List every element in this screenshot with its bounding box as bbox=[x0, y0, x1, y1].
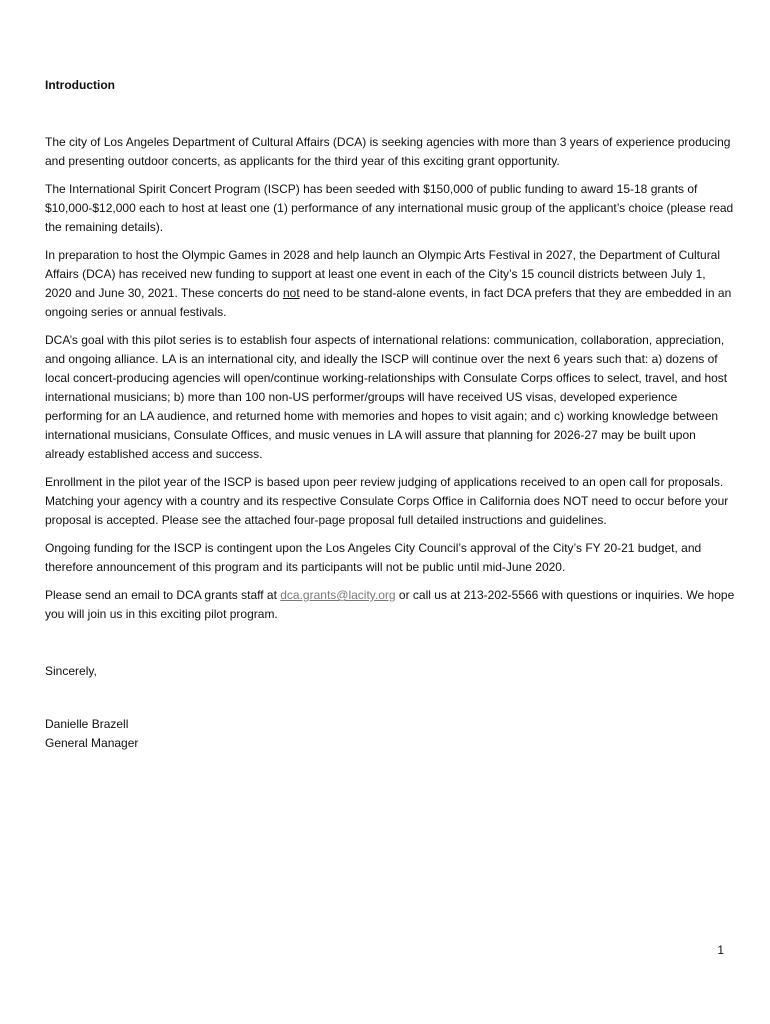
paragraph-goals: DCA’s goal with this pilot series is to establish four aspects of international relations: communication, collaboration, appreciation, and ongoing alliance. LA is an international city, and ideally the ISCP will continue over the next 6 years such that: a) dozens of local concert-producing agencies will open/continue working-relationships with Consulate Corps offices to select, travel, and host international musicians; b) more than 100 non-US performer/groups will have received US visas, developed experience performing for an LA audience, and returned home with memories and hopes to visit again; and c) working knowledge between international musicians, Consulate Offices, and music venues in LA will assure that planning for 2026-27 may be built upon already established access and success. bbox=[45, 333, 728, 461]
paragraph-contact-text-start: Please send an email to DCA grants staff at bbox=[45, 588, 281, 602]
paragraph-funding: The International Spirit Concert Program (ISCP) has been seeded with $150,000 of public funding to award 15-18 grants of $10,000-$12,000 each to host at least one (1) performance of any international music group of the applicant’s choice (please read the remaining details). bbox=[45, 182, 734, 234]
page-heading: Introduction bbox=[45, 78, 115, 92]
signature-block bbox=[45, 715, 735, 753]
paragraph-intro: The city of Los Angeles Department of Cultural Affairs (DCA) is seeking agencies with more than 3 years of experience producing and presenting outdoor concerts, as applicants for the third year of this exciting grant opportunity. bbox=[45, 135, 731, 168]
closing-salutation: Sincerely, bbox=[45, 664, 97, 678]
paragraph-contact-text-end: or call us at 213-202-5566 with questions or inquiries. We hope you will join us in this exciting pilot program. bbox=[45, 588, 735, 621]
paragraph-olympics-text-start: In preparation to host the Olympic Games in 2028 and help launch an Olympic Arts Festival in 2027, the Department of Cultural Affairs (DCA) has received new funding to support at least one event in each of the City’s 15 council districts between July 1, 2020 and June 30, 2021. These concerts do bbox=[45, 248, 721, 300]
page-number: 1 bbox=[717, 943, 724, 957]
signer-name: Danielle Brazell bbox=[45, 717, 129, 731]
paragraph-budget: Ongoing funding for the ISCP is contingent upon the Los Angeles City Council’s approval of the City’s FY 20-21 budget, and therefore announcement of this program and its participants will not be public until mid-June 2020. bbox=[45, 541, 702, 574]
paragraph-enrollment: Enrollment in the pilot year of the ISCP is based upon peer review judging of applications received to an open call for proposals. Matching your agency with a country and its respective Consulate Corps Office in California does NOT need to occur before your proposal is accepted. Please see the attached four-page proposal full detailed instructions and guidelines. bbox=[45, 475, 729, 527]
letter-body bbox=[45, 76, 735, 753]
email-link[interactable]: dca.grants@lacity.org bbox=[280, 588, 396, 602]
underlined-not: not bbox=[282, 286, 300, 300]
signer-title: General Manager bbox=[45, 736, 139, 750]
paragraph-olympics bbox=[45, 246, 735, 322]
paragraph-contact bbox=[45, 586, 735, 624]
paragraph-olympics-text-end: need to be stand-alone events, in fact DCA prefers that they are embedded in an ongoing series or annual festivals. bbox=[45, 286, 732, 319]
